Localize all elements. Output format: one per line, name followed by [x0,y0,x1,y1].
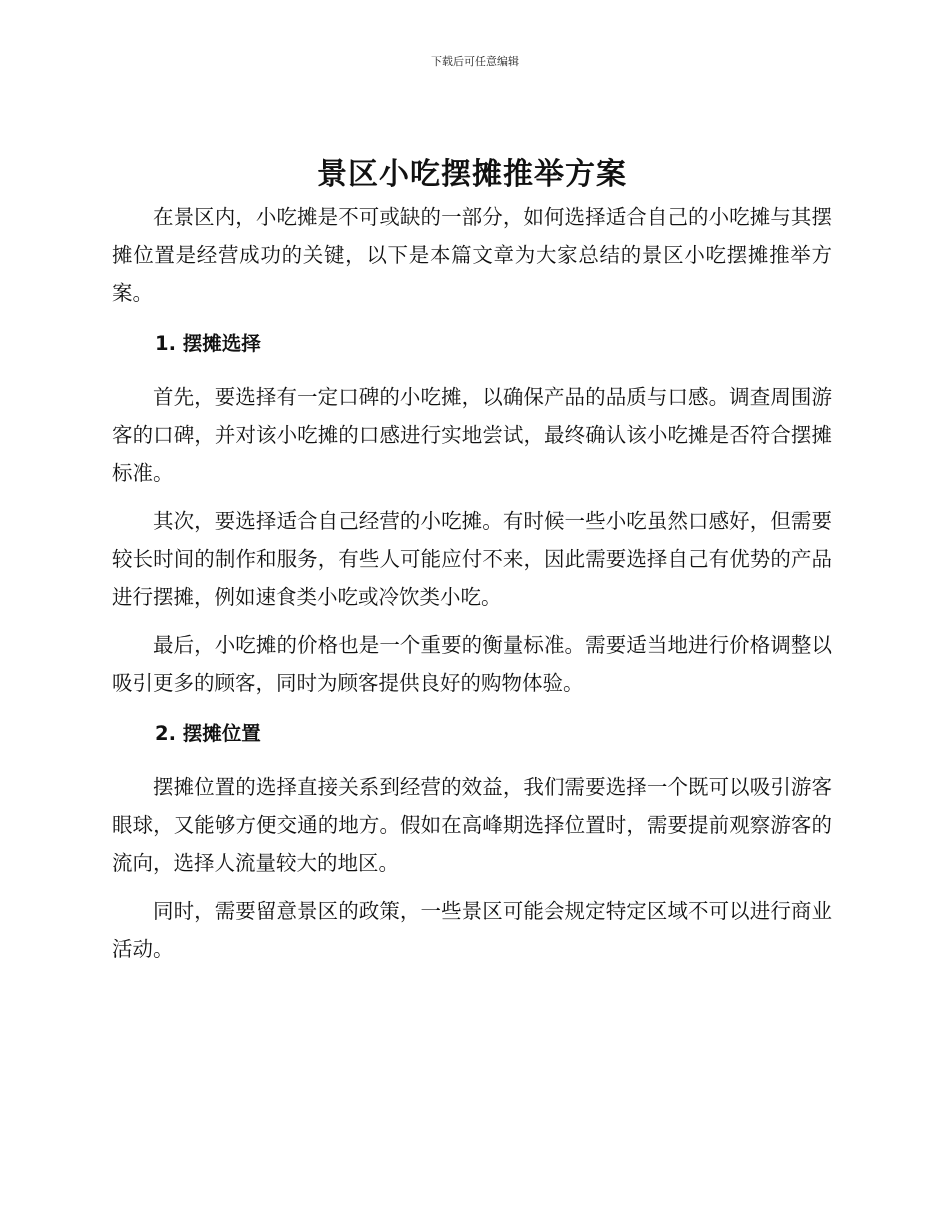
document-title: 景区小吃摆摊推举方案 [317,157,627,192]
intro-paragraph: 在景区内，小吃摊是不可或缺的一部分，如何选择适合自己的小吃摊与其摆摊位置是经营成功的关键，以下是本篇文章为大家总结的景区小吃摆摊推举方案。 [112,205,832,305]
section-stall-location [112,716,832,968]
paragraph: 摆摊位置的选择直接关系到经营的效益，我们需要选择一个既可以吸引游客眼球，又能够方便交通的地方。假如在高峰期选择位置时，需要提前观察游客的流向，选择人流量较大的地区。 [112,775,832,875]
page-header: 下载后可任意编辑 [431,55,519,68]
paragraph: 首先，要选择有一定口碑的小吃摊，以确保产品的品质与口感。调查周围游客的口碑，并对该小吃摊的口感进行实地尝试，最终确认该小吃摊是否符合摆摊标准。 [112,385,832,485]
paragraph: 最后，小吃摊的价格也是一个重要的衡量标准。需要适当地进行价格调整以吸引更多的顾客，同时为顾客提供良好的购物体验。 [112,633,832,695]
paragraph: 其次，要选择适合自己经营的小吃摊。有时候一些小吃虽然口感好，但需要较长时间的制作和服务，有些人可能应付不来，因此需要选择自己有优势的产品进行摆摊，例如速食类小吃或冷饮类小吃。 [112,509,832,609]
section-heading: 2. 摆摊位置 [155,722,261,745]
document-body [112,152,832,968]
section-stall-selection [112,326,832,702]
paragraph: 同时，需要留意景区的政策，一些景区可能会规定特定区域不可以进行商业活动。 [112,899,832,961]
section-heading: 1. 摆摊选择 [155,332,261,355]
